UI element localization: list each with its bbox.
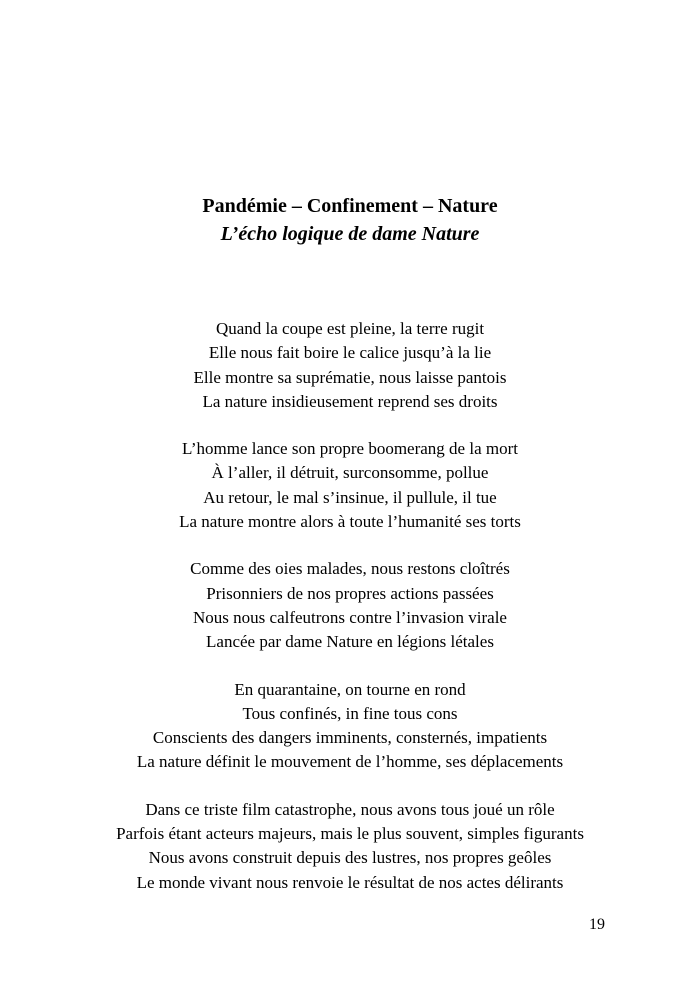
poem-line: Quand la coupe est pleine, la terre rugit [215, 319, 485, 338]
poem-line: Tous confinés, in fine tous cons [242, 703, 458, 723]
poem-line: Prisonniers de nos propres actions passées [206, 583, 494, 603]
poem-line: À l’aller, il détruit, surconsomme, pollue [211, 463, 489, 483]
stanza-3 [0, 557, 700, 654]
stanza-2 [0, 437, 700, 534]
poem-line: Au retour, le mal s’insinue, il pullule, il tue [203, 487, 497, 507]
poem-line: Parfois étant acteurs majeurs, mais le plus souvent, simples figurants [116, 824, 584, 844]
poem-line: Conscients des dangers imminents, consternés, impatients [152, 728, 548, 748]
poem-line: La nature définit le mouvement de l’homme, ses déplacements [136, 752, 564, 772]
poem-line: Nous nous calfeutrons contre l’invasion virale [193, 607, 507, 627]
poem-line: La nature insidieusement reprend ses droits [202, 391, 498, 411]
poem-line: Dans ce triste film catastrophe, nous avons tous joué un rôle [145, 799, 555, 819]
poem-line: Comme des oies malades, nous restons cloîtrés [190, 559, 510, 579]
poem-line: En quarantaine, on tourne en rond [234, 679, 466, 699]
page-number: 19 [589, 916, 605, 933]
poem-line: Le monde vivant nous renvoie le résultat de nos actes délirants [136, 872, 564, 892]
poem-body [0, 317, 700, 918]
poem-line: Nous avons construit depuis des lustres, nos propres geôles [148, 848, 552, 868]
poem-line: La nature montre alors à toute l’humanité ses torts [179, 512, 521, 532]
poem-line: L’homme lance son propre boomerang de la mort [182, 439, 518, 459]
stanza-5 [0, 798, 700, 895]
poem-subtitle: L’écho logique de dame Nature [220, 223, 480, 245]
stanza-4 [0, 678, 700, 775]
stanza-1 [0, 317, 700, 414]
poem-line: Elle montre sa suprématie, nous laisse pantois [193, 367, 507, 387]
poem-line: Elle nous fait boire le calice jusqu’à la lie [208, 343, 492, 363]
poem-line: Lancée par dame Nature en légions létales [206, 632, 494, 652]
title-block [0, 192, 700, 248]
poem-title: Pandémie – Confinement – Nature [202, 195, 498, 217]
